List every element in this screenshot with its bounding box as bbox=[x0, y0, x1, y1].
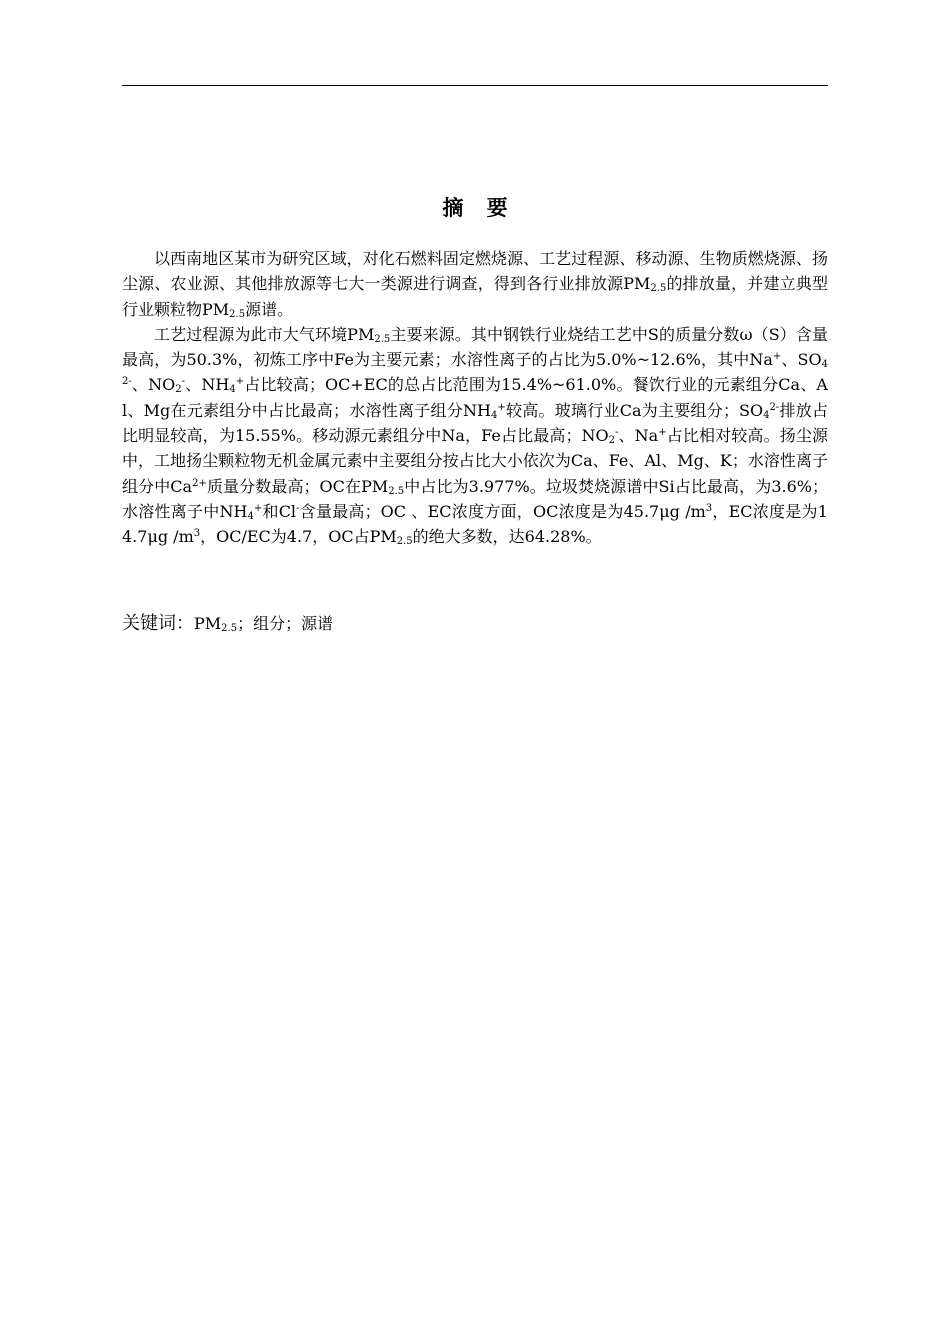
keywords-rest: ；组分；源谱 bbox=[237, 614, 334, 633]
abstract-paragraph-2: 工艺过程源为此市大气环境$PM_{2.5}$主要来源。其中钢铁行业烧结工艺中S的质量分数ω（S）含量最高，为50.3%，初炼工序中Fe为主要元素；水溶性离子的占比为5.0%~12.6%，其中Na+、$SO_4^{2-}$、$NO_2^-$、$NH_4^+$占比较高；OC+EC的总占比范围为15.4%~61.0%。餐饮行业的元素组分Ca、Al、Mg在元素组分中占比最高；水溶性离子组分$NH_4^+$较高。玻璃行业Ca为主要组分；$SO_4^{2-}$排放占比明显较高，为15.55%。移动源元素组分中Na，Fe占比最高；$NO_2^-$、Na+占比相对较高。扬尘源中，工地扬尘颗粒物无机金属元素中主要组分按占比大小依次为Ca、Fe、Al、Mg、K；水溶性离子组分中$Ca^{2+}$质量分数最高；OC在$PM_{2.5}$中占比为3.977%。垃圾焚烧源谱中Si占比最高，为3.6%；水溶性离子中$NH_4^+$和Cl-含量最高；OC 、EC浓度方面，OC浓度是为45.7μg $/m^3$，EC浓度是为14.7μg $/m^3$，OC/EC为4.7，OC占$PM_{2.5}$的绝大多数，达64.28%。 bbox=[122, 324, 828, 548]
abstract-paragraph-1: 以西南地区某市为研究区域，对化石燃料固定燃烧源、工艺过程源、移动源、生物质燃烧源、扬尘源、农业源、其他排放源等七大一类源进行调查，得到各行业排放源$PM_{2.5}$的排放量，并建立典型行业颗粒物$PM_{2.5}$源谱。 bbox=[122, 249, 828, 320]
keywords-label: 关键词： bbox=[122, 613, 194, 634]
header-rule bbox=[122, 85, 828, 86]
keywords-line: 关键词：$PM_{2.5}$；组分；源谱 bbox=[122, 613, 334, 634]
keyword-pm25: PM bbox=[194, 614, 222, 633]
abstract-title: 摘 要 bbox=[442, 196, 516, 220]
abstract-body bbox=[122, 246, 828, 550]
